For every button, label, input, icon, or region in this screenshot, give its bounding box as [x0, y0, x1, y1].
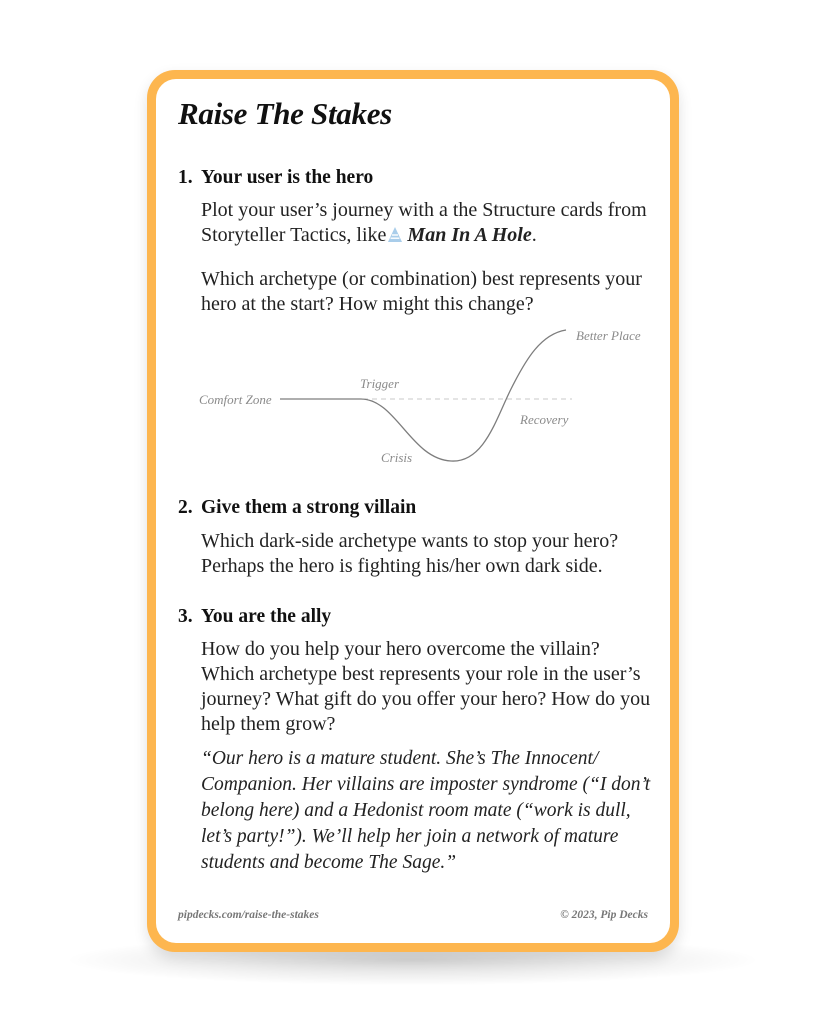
section-1-text-end: .	[531, 224, 537, 246]
pyramid-icon	[387, 225, 403, 250]
section-1-number: 1.	[178, 167, 193, 188]
section-2-heading	[178, 497, 416, 519]
label-trigger: Trigger	[360, 376, 400, 391]
card-title: Raise The Stakes	[178, 96, 392, 131]
section-1-title: Your user is the hero	[201, 167, 374, 188]
label-comfort-zone: Comfort Zone	[199, 392, 272, 407]
section-2-number: 2.	[178, 497, 193, 518]
section-3-heading	[178, 606, 331, 628]
section-1-text: Plot your user’s journey with a the Structure cards from Storyteller Tactics, like	[201, 199, 647, 246]
label-better-place: Better Place	[576, 328, 641, 343]
man-in-a-hole-link: Man In A Hole	[407, 224, 532, 246]
story-arc-diagram	[156, 319, 670, 479]
story-arc-curve	[280, 330, 566, 461]
label-recovery: Recovery	[520, 412, 569, 427]
footer-url: pipdecks.com/raise-the-stakes	[178, 909, 319, 921]
card	[147, 70, 679, 952]
section-3-number: 3.	[178, 606, 193, 627]
card-content	[156, 79, 670, 943]
section-1-heading	[178, 167, 373, 189]
section-1-paragraph-1	[201, 198, 651, 250]
section-3-paragraph: How do you help your hero overcome the villain? Which archetype best represents your role in the user’s journey? What gift do you offer your hero? How do you help them grow?	[201, 638, 651, 735]
footer-copyright: © 2023, Pip Decks	[560, 909, 648, 921]
section-2-paragraph: Which dark-side archetype wants to stop your hero? Perhaps the hero is fighting his/her own dark side.	[201, 530, 619, 577]
section-1-paragraph-2: Which archetype (or combination) best represents your hero at the start? How might this change?	[201, 268, 642, 315]
example-quote: “Our hero is a mature student. She’s The Innocent/ Companion. Her villains are imposter syndrome (“I don’t belong here) and a Hedonist room mate (“work is dull, let’s party!”). We’ll help her join a network of mature students and become The Sage.”	[201, 748, 651, 873]
section-3-title: You are the ally	[201, 606, 332, 627]
label-crisis: Crisis	[381, 450, 413, 465]
section-2-title: Give them a strong villain	[201, 497, 417, 518]
